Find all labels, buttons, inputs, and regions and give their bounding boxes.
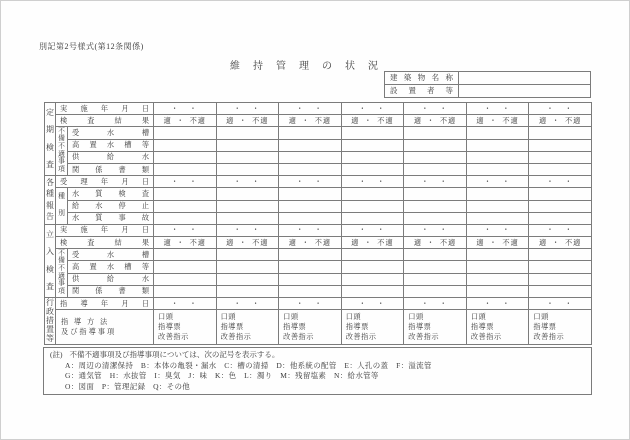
empty-cell (216, 151, 279, 163)
empty-cell (466, 285, 529, 297)
empty-cell (279, 200, 342, 212)
date-cell: ・ ・ (279, 298, 342, 310)
empty-cell (341, 212, 404, 224)
empty-cell (216, 127, 279, 139)
row-label: 供給水 (68, 151, 154, 163)
section-label: 行 政 措 置 等 (46, 298, 54, 343)
result-cell: 適 ・ 不適 (279, 115, 342, 127)
empty-cell (404, 273, 467, 285)
row-label: 受理年月日 (56, 176, 154, 188)
result-cell: 適 ・ 不適 (341, 115, 404, 127)
empty-cell (216, 249, 279, 261)
empty-cell (341, 249, 404, 261)
note-symbol-line: O：図面 P：管理記録 Q：その他 (65, 381, 191, 391)
empty-cell (279, 273, 342, 285)
empty-cell (529, 151, 592, 163)
empty-cell (529, 188, 592, 200)
result-cell: 適 ・ 不適 (466, 237, 529, 249)
empty-cell (404, 151, 467, 163)
guidance-cell: 口頭 指導票 改善指示 (341, 310, 404, 345)
result-cell: 適 ・ 不適 (154, 115, 217, 127)
empty-cell (529, 273, 592, 285)
page-title: 維持管理の状況 (230, 61, 391, 72)
guidance-cell: 口頭 指導票 改善指示 (154, 310, 217, 345)
date-cell: ・ ・ (216, 224, 279, 236)
empty-cell (216, 163, 279, 175)
note-symbol-line: G：通気管 H：水抜管 I：臭気 J：味 K：色 L：濁り M：残留塩素 N：給水管等 (65, 371, 379, 380)
info-label (385, 85, 459, 98)
empty-cell (341, 139, 404, 151)
row-label: 指導年月日 (56, 298, 154, 310)
empty-cell (216, 285, 279, 297)
empty-cell (466, 273, 529, 285)
empty-cell (529, 261, 592, 273)
empty-cell (279, 261, 342, 273)
note-intro: 不備不適事項及び指導事項については、次の記号を表示する。 (69, 350, 280, 359)
result-cell: 適 ・ 不適 (529, 115, 592, 127)
info-value (459, 72, 591, 85)
note-symbol-line: A：周辺の清潔保持 B：本体の亀裂・漏水 C：槽の清掃 D：他系統の配管 E：人孔の蓋 F：溢流管 (65, 360, 432, 370)
empty-cell (216, 212, 279, 224)
result-cell: 適 ・ 不適 (404, 237, 467, 249)
date-cell: ・ ・ (404, 298, 467, 310)
empty-cell (216, 261, 279, 273)
empty-cell (529, 139, 592, 151)
empty-cell (466, 188, 529, 200)
form-number-label: 別記第2号様式(第12条関係) (39, 42, 144, 51)
group-label: 不 備 不 適 事 項 (56, 127, 68, 176)
empty-cell (466, 163, 529, 175)
guidance-cell: 口頭 指導票 改善指示 (466, 310, 529, 345)
empty-cell (404, 188, 467, 200)
info-value (459, 85, 591, 98)
guidance-cell: 口頭 指導票 改善指示 (404, 310, 467, 345)
empty-cell (279, 188, 342, 200)
note-marker: (註) (50, 350, 63, 359)
empty-cell (154, 212, 217, 224)
empty-cell (466, 261, 529, 273)
date-cell: ・ ・ (341, 103, 404, 115)
empty-cell (529, 212, 592, 224)
empty-cell (466, 151, 529, 163)
empty-cell (529, 127, 592, 139)
date-cell: ・ ・ (466, 103, 529, 115)
empty-cell (216, 139, 279, 151)
empty-cell (154, 139, 217, 151)
result-cell: 適 ・ 不適 (279, 237, 342, 249)
empty-cell (529, 285, 592, 297)
section-label: 定 期 検 査 (45, 103, 56, 176)
empty-cell (341, 273, 404, 285)
result-cell: 適 ・ 不適 (341, 237, 404, 249)
row-label: 指 導 方 法 及び指導事項 (56, 310, 154, 345)
result-cell: 適 ・ 不適 (216, 237, 279, 249)
empty-cell (341, 200, 404, 212)
date-cell: ・ ・ (154, 224, 217, 236)
date-cell: ・ ・ (154, 103, 217, 115)
date-cell: ・ ・ (216, 176, 279, 188)
empty-cell (529, 200, 592, 212)
info-label (385, 72, 459, 85)
empty-cell (341, 163, 404, 175)
date-cell: ・ ・ (341, 298, 404, 310)
date-cell: ・ ・ (154, 176, 217, 188)
empty-cell (466, 139, 529, 151)
empty-cell (529, 249, 592, 261)
empty-cell (154, 200, 217, 212)
guidance-cell: 口頭 指導票 改善指示 (216, 310, 279, 345)
note-intro-line (50, 350, 585, 361)
empty-cell (154, 285, 217, 297)
empty-cell (529, 163, 592, 175)
empty-cell (404, 200, 467, 212)
row-label: 関係書類 (68, 285, 154, 297)
result-cell: 適 ・ 不適 (529, 237, 592, 249)
section-label: 立 入 検 査 (45, 224, 56, 297)
group-label: 種 別 (56, 188, 68, 225)
date-cell: ・ ・ (529, 298, 592, 310)
date-cell: ・ ・ (404, 103, 467, 115)
empty-cell (279, 139, 342, 151)
row-label: 検査結果 (56, 115, 154, 127)
date-cell: ・ ・ (216, 298, 279, 310)
date-cell: ・ ・ (279, 103, 342, 115)
empty-cell (341, 127, 404, 139)
empty-cell (216, 200, 279, 212)
empty-cell (466, 127, 529, 139)
building-info-table (384, 71, 591, 98)
maintenance-status-table (44, 102, 592, 345)
info-label-text: 設置者等 (390, 86, 453, 95)
empty-cell (279, 285, 342, 297)
empty-cell (341, 261, 404, 273)
empty-cell (216, 273, 279, 285)
date-cell: ・ ・ (466, 176, 529, 188)
empty-cell (154, 188, 217, 200)
empty-cell (404, 139, 467, 151)
empty-cell (216, 188, 279, 200)
date-cell: ・ ・ (216, 103, 279, 115)
empty-cell (279, 163, 342, 175)
section-label: 各 種 報 告 (45, 176, 56, 225)
guidance-cell: 口頭 指導票 改善指示 (529, 310, 592, 345)
row-label: 実施年月日 (56, 224, 154, 236)
row-label: 受水槽 (68, 127, 154, 139)
empty-cell (404, 212, 467, 224)
row-label: 水質検査 (68, 188, 154, 200)
result-cell: 適 ・ 不適 (154, 237, 217, 249)
date-cell: ・ ・ (529, 176, 592, 188)
empty-cell (404, 285, 467, 297)
group-label: 不 備 不 適 事 項 (56, 249, 68, 298)
info-label-text: 建築物名称 (390, 73, 453, 82)
empty-cell (154, 273, 217, 285)
date-cell: ・ ・ (466, 224, 529, 236)
date-cell: ・ ・ (404, 224, 467, 236)
result-cell: 適 ・ 不適 (404, 115, 467, 127)
date-cell: ・ ・ (341, 176, 404, 188)
row-label: 水質事故 (68, 212, 154, 224)
row-label: 高置水槽等 (68, 139, 154, 151)
empty-cell (404, 127, 467, 139)
guidance-cell: 口頭 指導票 改善指示 (279, 310, 342, 345)
row-label: 受水槽 (68, 249, 154, 261)
empty-cell (279, 127, 342, 139)
result-cell: 適 ・ 不適 (466, 115, 529, 127)
date-cell: ・ ・ (466, 298, 529, 310)
row-label: 関係書類 (68, 163, 154, 175)
row-label: 高置水槽等 (68, 261, 154, 273)
row-label: 給水停止 (68, 200, 154, 212)
empty-cell (466, 200, 529, 212)
empty-cell (279, 249, 342, 261)
note-box (43, 347, 592, 395)
row-label: 供給水 (68, 273, 154, 285)
row-label: 検査結果 (56, 237, 154, 249)
empty-cell (154, 261, 217, 273)
date-cell: ・ ・ (279, 224, 342, 236)
date-cell: ・ ・ (154, 298, 217, 310)
empty-cell (154, 249, 217, 261)
empty-cell (154, 127, 217, 139)
empty-cell (279, 212, 342, 224)
row-label: 実施年月日 (56, 103, 154, 115)
date-cell: ・ ・ (529, 224, 592, 236)
empty-cell (466, 249, 529, 261)
empty-cell (404, 261, 467, 273)
result-cell: 適 ・ 不適 (216, 115, 279, 127)
empty-cell (154, 151, 217, 163)
date-cell: ・ ・ (404, 176, 467, 188)
empty-cell (341, 188, 404, 200)
empty-cell (341, 151, 404, 163)
empty-cell (341, 285, 404, 297)
empty-cell (404, 249, 467, 261)
date-cell: ・ ・ (529, 103, 592, 115)
date-cell: ・ ・ (341, 224, 404, 236)
empty-cell (404, 163, 467, 175)
date-cell: ・ ・ (279, 176, 342, 188)
empty-cell (466, 212, 529, 224)
empty-cell (279, 151, 342, 163)
empty-cell (154, 163, 217, 175)
